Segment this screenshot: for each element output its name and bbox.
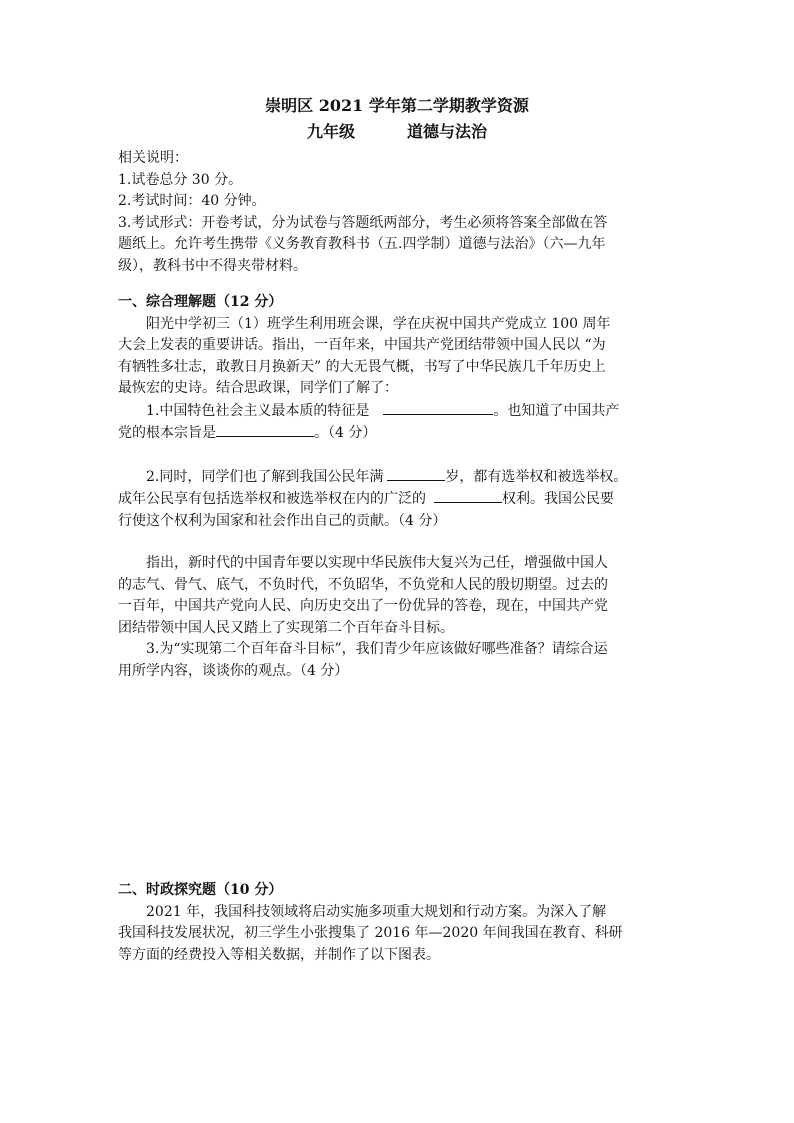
notes-heading: 相关说明： (118, 150, 188, 166)
exam-subtitle (0, 122, 794, 142)
subject-label: 道德与法治 (407, 122, 488, 141)
question-1-line-2 (118, 422, 678, 445)
question-1-text-c: 党的根本宗旨是 (118, 425, 216, 441)
question-2-line-2 (118, 488, 678, 511)
answer-blank-4[interactable] (434, 488, 502, 503)
question-2-line-1 (118, 466, 678, 489)
question-1-text-d: 。（4 分） (314, 425, 377, 441)
section-2-line-3: 等方面的经费投入等相关数据，并制作了以下图表。 (118, 946, 440, 963)
question-1-text-b: 。也知道了中国共产 (493, 402, 620, 419)
exam-title: 崇明区 2021 学年第二学期教学资源 (265, 96, 529, 115)
question-2-text-a: 2.同时，同学们也了解到我国公民年满 (146, 468, 384, 485)
section-2-line-1: 2021 年，我国科技领域将启动实施多项重大规划和行动方案。为深入了解 (146, 903, 607, 920)
question-2-text-b: 岁，都有选举权和被选举权。 (445, 468, 628, 485)
section-1-intro-line-4: 最恢宏的史诗。结合思政课，同学们了解了： (118, 380, 398, 396)
section-1-passage-line-3: 一百年，中国共产党向人民、向历史交出了一份优异的答卷，现在，中国共产党 (118, 598, 608, 614)
grade-label: 九年级 (306, 122, 355, 141)
question-3-line-2: 用所学内容，谈谈你的观点。（4 分） (118, 662, 349, 679)
question-3-line-1: 3.为“实现第二个百年奋斗目标”，我们青少年应该做好哪些准备？请综合运 (146, 641, 608, 657)
question-2-line-3: 行使这个权利为国家和社会作出自己的贡献。（4 分） (118, 512, 447, 529)
notes-section (118, 148, 678, 277)
answer-blank-2[interactable] (216, 422, 314, 437)
section-1-intro-line-2: 大会上发表的重要讲话。指出，一百年来，中国共产党团结带领中国人民以 “为 (118, 337, 606, 353)
notes-item-1: 1.试卷总分 30 分。 (118, 171, 243, 188)
notes-item-3-line-1: 3.考试形式：开卷考试，分为试卷与答题纸两部分，考生必须将答案全部做在答 (118, 214, 608, 231)
section-1-passage-line-1: 指出，新时代的中国青年要以实现中华民族伟大复兴为己任，增强做中国人 (146, 555, 608, 571)
question-2-text-d: 权利。我国公民要 (502, 491, 614, 507)
answer-blank-3[interactable] (387, 466, 445, 481)
question-1-line-1 (118, 400, 678, 423)
section-2 (118, 880, 678, 966)
section-2-heading: 二、时政探究题（10 分） (118, 882, 283, 898)
section-1-heading: 一、综合理解题（12 分） (118, 294, 283, 310)
notes-item-3-line-2: 题纸上。允许考生携带《义务教育教科书（五.四学制）道德与法治》（六—九年 (118, 236, 606, 252)
question-2-text-c: 成年公民享有包括选举权和被选举权在内的广泛的 (118, 491, 426, 507)
section-2-line-2: 我国科技发展状况，初三学生小张搜集了 2016 年—2020 年间我国在教育、科研 (118, 925, 623, 941)
section-1-passage-line-4: 团结带领中国人民又踏上了实现第二个百年奋斗目标。 (118, 619, 454, 636)
notes-item-3-line-3: 级），教科书中不得夹带材料。 (118, 257, 307, 274)
section-1-intro-line-1: 阳光中学初三（1）班学生利用班会课，学在庆祝中国共产党成立 100 周年 (146, 315, 611, 332)
question-1-text-a: 1.中国特色社会主义最本质的特征是 (146, 402, 370, 419)
notes-item-2: 2.考试时间：40 分钟。 (118, 193, 266, 209)
section-1-passage-line-2: 的志气、骨气、底气，不负时代，不负昭华，不负党和人民的殷切期望。过去的 (118, 576, 608, 593)
section-1-intro-line-3: 有牺牲多壮志，敢教日月换新天” 的大无畏气概，书写了中华民族几千年历史上 (118, 358, 606, 375)
section-1 (118, 292, 678, 682)
answer-blank-1[interactable] (383, 400, 493, 415)
